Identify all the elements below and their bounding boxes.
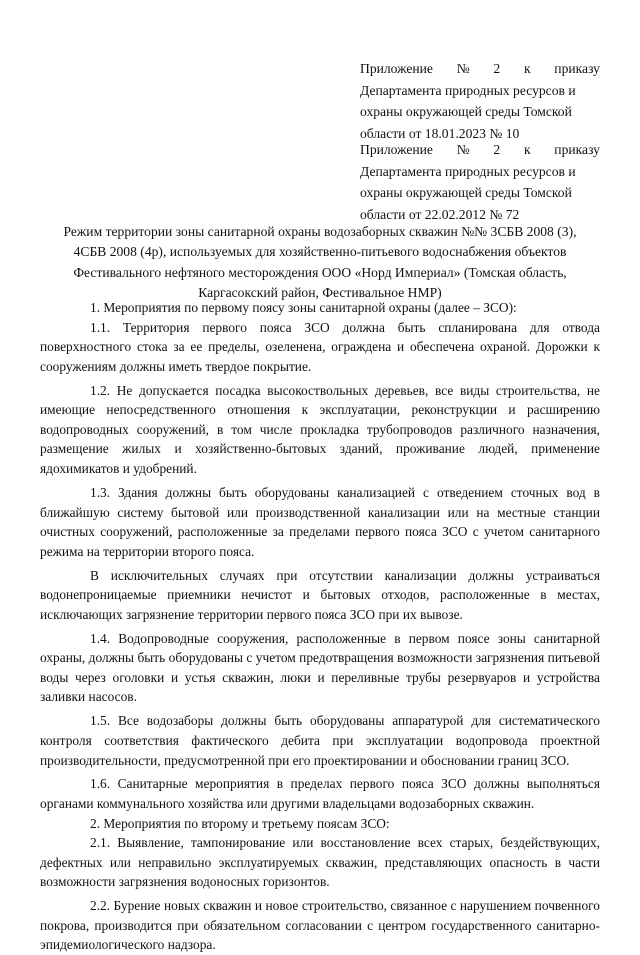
section-1-heading: 1. Мероприятия по первому поясу зоны санитарной охраны (далее – ЗСО):	[90, 300, 517, 315]
appendix-note-1-line: Департамента природных ресурсов и	[360, 82, 576, 98]
title-line: 4СБВ 2008 (4р), используемых для хозяйственно-питьевого водоснабжения объектов	[73, 244, 567, 260]
paragraph-1-4: 1.4. Водопроводные сооружения, расположенные в первом поясе зоны санитарной охраны, должны быть оборудованы с учетом предотвращения возможности загрязнения питьевой воды через оголовки и устья скважин, люки и переливные трубы резервуаров и устройства заливки насосов.	[40, 630, 600, 705]
appendix-note-1	[360, 58, 600, 144]
paragraph-exceptional-cases: В исключительных случаях при отсутствии канализации должны устраиваться водонепроницаемые приемники нечистот и бытовых отходов, расположенные в местах, исключающих загрязнение территории первого пояса ЗСО при их вывозе.	[40, 567, 600, 622]
appendix-note-1-line: области от 18.01.2023 № 10	[360, 125, 520, 141]
paragraph-1-3: 1.3. Здания должны быть оборудованы канализацией с отведением сточных вод в ближайшую систему бытовой или производственной канализации или на местные станции очистных сооружений, расположенные за пределами первого пояса ЗСО с учетом санитарного режима на территории второго пояса.	[40, 484, 600, 559]
document-body	[40, 298, 600, 955]
paragraph-1-2: 1.2. Не допускается посадка высокоствольных деревьев, все виды строительства, не имеющие непосредственного отношения к эксплуатации, реконструкции и расширению водопроводных сооружений, в том числе прокладка трубопроводов различного назначения, размещение жилых и хозяйственно-бытовых зданий, проживание людей, применение ядохимикатов и удобрений.	[40, 382, 600, 477]
paragraph-1-6: 1.6. Санитарные мероприятия в пределах первого пояса ЗСО должны выполняться органами коммунального хозяйства или другими владельцами водозаборных скважин.	[40, 776, 600, 812]
appendix-note-2-line: области от 22.02.2012 № 72	[360, 206, 520, 222]
paragraph-1-5: 1.5. Все водозаборы должны быть оборудованы аппаратурой для систематического контроля соответствия фактического дебита при эксплуатации водопровода проектной производительности, предусмотренной при его проектировании и обосновании границ ЗСО.	[40, 713, 600, 768]
appendix-note-1-line: охраны окружающей среды Томской	[360, 104, 572, 120]
title-line: Каргасокский район, Фестивальное НМР)	[198, 285, 442, 301]
paragraph-1-1: 1.1. Территория первого пояса ЗСО должна быть спланирована для отвода поверхностного стока за ее пределы, озеленена, ограждена и обеспечена охраной. Дорожки к сооружениям должны иметь твердое покрытие.	[40, 319, 600, 374]
appendix-note-1-heading: Приложение № 2 к приказу	[360, 61, 600, 76]
appendix-note-2	[360, 139, 600, 225]
document-title	[40, 222, 600, 304]
title-line: Фестивального нефтяного месторождения ООО «Норд Империал» (Томская область,	[73, 264, 567, 280]
appendix-note-2-line: охраны окружающей среды Томской	[360, 185, 572, 201]
title-line: Режим территории зоны санитарной охраны водозаборных скважин №№ 3СБВ 2008 (3),	[63, 224, 577, 239]
appendix-note-2-heading: Приложение № 2 к приказу	[360, 142, 600, 157]
appendix-note-2-line: Департамента природных ресурсов и	[360, 163, 576, 179]
paragraph-2-1: 2.1. Выявление, тампонирование или восстановление всех старых, бездействующих, дефектных или неправильно эксплуатируемых скважин, представляющих опасность в части возможности загрязнения водоносных горизонтов.	[40, 835, 600, 890]
section-2-heading: 2. Мероприятия по второму и третьему поясам ЗСО:	[90, 815, 390, 831]
paragraph-2-2: 2.2. Бурение новых скважин и новое строительство, связанное с нарушением почвенного покрова, производится при обязательном согласовании с центром государственного санитарно-эпидемиологического надзора.	[40, 898, 600, 953]
